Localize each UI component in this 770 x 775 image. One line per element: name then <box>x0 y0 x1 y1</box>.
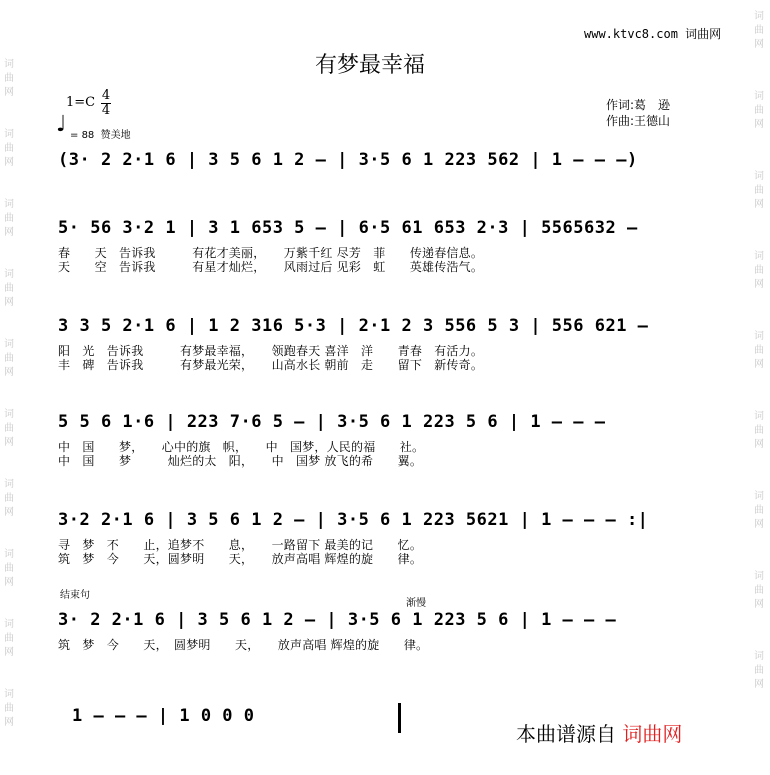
lyric-verse-1: 中 国 梦， 心中的旗 帜， 中 国梦，人民的福 社。 <box>58 440 425 454</box>
notes: 1 – – – | 1 0 0 0 <box>72 706 255 726</box>
time-signature-bottom: 4 <box>101 103 111 118</box>
footer-brand[interactable]: 词曲网 <box>622 722 683 746</box>
watermark-text: 词曲网 <box>754 491 764 530</box>
watermark-text: 词曲网 <box>4 59 14 98</box>
time-signature <box>101 89 111 118</box>
notes: 3· 2 2·1 6 | 3 5 6 1 2 – | 3·5 6 1 223 5 6 | 1 – – – <box>58 610 617 630</box>
watermark-text: 词曲网 <box>754 171 764 210</box>
watermark-text: 词曲网 <box>754 331 764 370</box>
footer-source <box>516 718 682 747</box>
tempo-style: 赞美地 <box>100 130 131 141</box>
lyric-verse: 筑 梦 今 天， 圆梦明 天， 放声高唱 辉煌的旋 律。 <box>58 638 429 652</box>
site-url[interactable]: www.ktvc8.com 词曲网 <box>584 27 722 41</box>
lyric-verse-2: 筑 梦 今 天，圆梦明 天， 放声高唱 辉煌的旋 律。 <box>58 552 423 566</box>
watermark-text: 词曲网 <box>4 619 14 658</box>
watermark-text: 词曲网 <box>4 269 14 308</box>
lyric-verse-2: 天 空 告诉我 有星才灿烂， 风雨过后 见彩 虹 英雄传浩气。 <box>58 260 484 274</box>
watermark-text: 词曲网 <box>754 571 764 610</box>
watermark-text: 词曲网 <box>4 549 14 588</box>
watermark-text: 词曲网 <box>754 651 764 690</box>
tempo-text: = 88 赞美地 <box>70 130 131 141</box>
lyric-verse-2: 中 国 梦 灿烂的太 阳， 中 国梦 放飞的希 翼。 <box>58 454 423 468</box>
watermark-text: 词曲网 <box>4 199 14 238</box>
composer-credit: 作曲:王德山 <box>606 114 671 128</box>
lyric-verse-1: 春 天 告诉我 有花才美丽， 万紫千红 尽芳 菲 传递春信息。 <box>58 246 484 260</box>
score-row-3 <box>58 312 718 372</box>
watermark-text: 词曲网 <box>754 91 764 130</box>
lyricist-credit: 作词:葛 逊 <box>606 98 671 112</box>
watermark-text: 词曲网 <box>4 409 14 448</box>
notes: 5· 56 3·2 1 | 3 1 653 5 – | 6·5 61 653 2·3 | 5565632 – <box>58 218 638 238</box>
score-row-6 <box>58 592 718 662</box>
notes: 3 3 5 2·1 6 | 1 2 316 5·3 | 2·1 2 3 556 5 3 | 556 621 – <box>58 316 649 336</box>
lyric-verse-1: 阳 光 告诉我 有梦最幸福， 领跑春天 喜洋 洋 青春 有活力。 <box>58 344 484 358</box>
tempo-value: 88 <box>81 130 95 141</box>
score-row-1 <box>58 146 718 176</box>
notes: 3·2 2·1 6 | 3 5 6 1 2 – | 3·5 6 1 223 5621 | 1 – – – :| <box>58 510 649 530</box>
score-row-5 <box>58 506 718 566</box>
watermark-text: 词曲网 <box>4 689 14 728</box>
watermark-text: 词曲网 <box>4 339 14 378</box>
final-barline <box>398 703 401 733</box>
watermark-text: 词曲网 <box>4 129 14 168</box>
lyric-verse-2: 丰 碑 告诉我 有梦最光荣， 山高水长 朝前 走 留下 新传奇。 <box>58 358 484 372</box>
ritardando-label: 渐慢 <box>406 598 426 609</box>
watermark-text: 词曲网 <box>4 479 14 518</box>
watermark-text: 词曲网 <box>754 11 764 50</box>
time-signature-top: 4 <box>101 88 111 103</box>
watermark-text: 词曲网 <box>754 251 764 290</box>
score-row-4 <box>58 408 718 468</box>
footer-prefix: 本曲谱源自 <box>516 722 616 746</box>
key-signature: 1=C <box>66 95 96 110</box>
notes: 5 5 6 1·6 | 223 7·6 5 – | 3·5 6 1 223 5 6 | 1 – – – <box>58 412 606 432</box>
quarter-note-icon: ♩ <box>56 112 67 137</box>
notes: (3· 2 2·1 6 | 3 5 6 1 2 – | 3·5 6 1 223 562 | 1 – – –) <box>58 150 638 170</box>
song-title: 有梦最幸福 <box>314 53 425 78</box>
watermark-text: 词曲网 <box>754 411 764 450</box>
score-row-2 <box>58 214 718 274</box>
ending-label: 结束句 <box>60 590 90 601</box>
lyric-verse-1: 寻 梦 不 止，追梦不 息， 一路留下 最美的记 忆。 <box>58 538 423 552</box>
